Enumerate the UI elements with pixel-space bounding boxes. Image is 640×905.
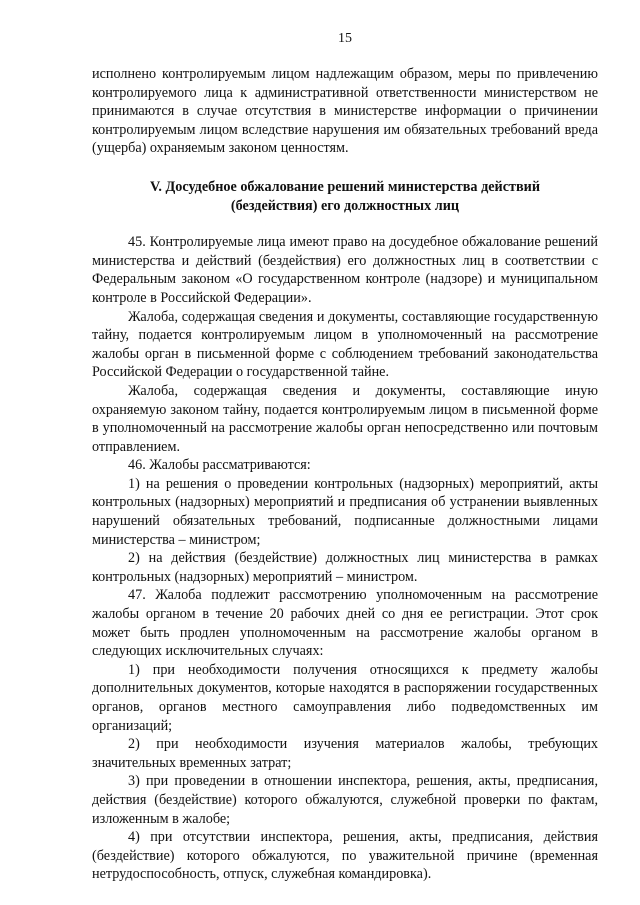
list-item-47-4: 4) при отсутствии инспектора, решения, акты, предписания, действия (бездействие) которого обжалуются, по уважительной причине (временная нетрудоспособность, отпуск, служебная командировка).	[92, 829, 598, 883]
list-item-47-1: 1) при необходимости получения относящихся к предмету жалобы дополнительных документов, которые находятся в распоряжении государственных органов, органов местного самоуправления либо подведомственных им организаций;	[92, 661, 598, 734]
section-heading-line-2: (бездействия) его должностных лиц	[230, 197, 460, 214]
section-heading	[92, 178, 598, 215]
document-page	[92, 30, 598, 884]
list-item-46-2: 2) на действия (бездействие) должностных лиц министерства в рамках контрольных (надзорных) мероприятий – министром.	[92, 550, 598, 585]
paragraph-state-secret: Жалоба, содержащая сведения и документы, составляющие государственную тайну, подается контролируемым лицом в уполномоченный на рассмотрение жалобы орган в письменной форме с соблюдением требований законодательства Российской Федерации о государственной тайне.	[92, 308, 598, 381]
list-item-47-2: 2) при необходимости изучения материалов жалобы, требующих значительных временных затрат;	[92, 736, 598, 771]
page-number: 15	[338, 31, 352, 46]
paragraph-45: 45. Контролируемые лица имеют право на досудебное обжалование решений министерства и действий (бездействия) его должностных лиц в соответствии с Федеральным законом «О государственном контроле (надзоре) и муниципальном контроле в Российской Федерации».	[92, 234, 598, 306]
intro-paragraph: исполнено контролируемым лицом надлежащим образом, меры по привлечению контролируемого лица к административной ответственности министерством не принимаются в случае отсутствия в министерстве информации о причинении контролируемым лицом вследствие нарушения им обязательных требований вреда (ущерба) охраняемым законом ценностям.	[92, 66, 598, 157]
paragraph-47: 47. Жалоба подлежит рассмотрению уполномоченным на рассмотрение жалобы органом в течение 20 рабочих дней со дня ее регистрации. Этот срок может быть продлен уполномоченным на рассмотрение жалобы органом в следующих исключительных случаях:	[92, 587, 598, 660]
section-heading-line-1: V. Досудебное обжалование решений министерства действий	[149, 178, 540, 195]
paragraph-46: 46. Жалобы рассматриваются:	[128, 457, 311, 474]
list-item-47-3: 3) при проведении в отношении инспектора, решения, акты, предписания, действия (бездействие) которого обжалуются, служебной проверки по фактам, изложенным в жалобе;	[92, 773, 598, 827]
list-item-46-1: 1) на решения о проведении контрольных (надзорных) мероприятий, акты контрольных (надзорных) мероприятий и предписания об устранении выявленных нарушений обязательных требований, подписанные должностными лицами министерства – министром;	[92, 475, 598, 548]
paragraph-other-secret: Жалоба, содержащая сведения и документы, составляющие иную охраняемую законом тайну, подается контролируемым лицом в письменной форме в уполномоченный на рассмотрение жалобы орган непосредственно или почтовым отправлением.	[92, 382, 598, 455]
